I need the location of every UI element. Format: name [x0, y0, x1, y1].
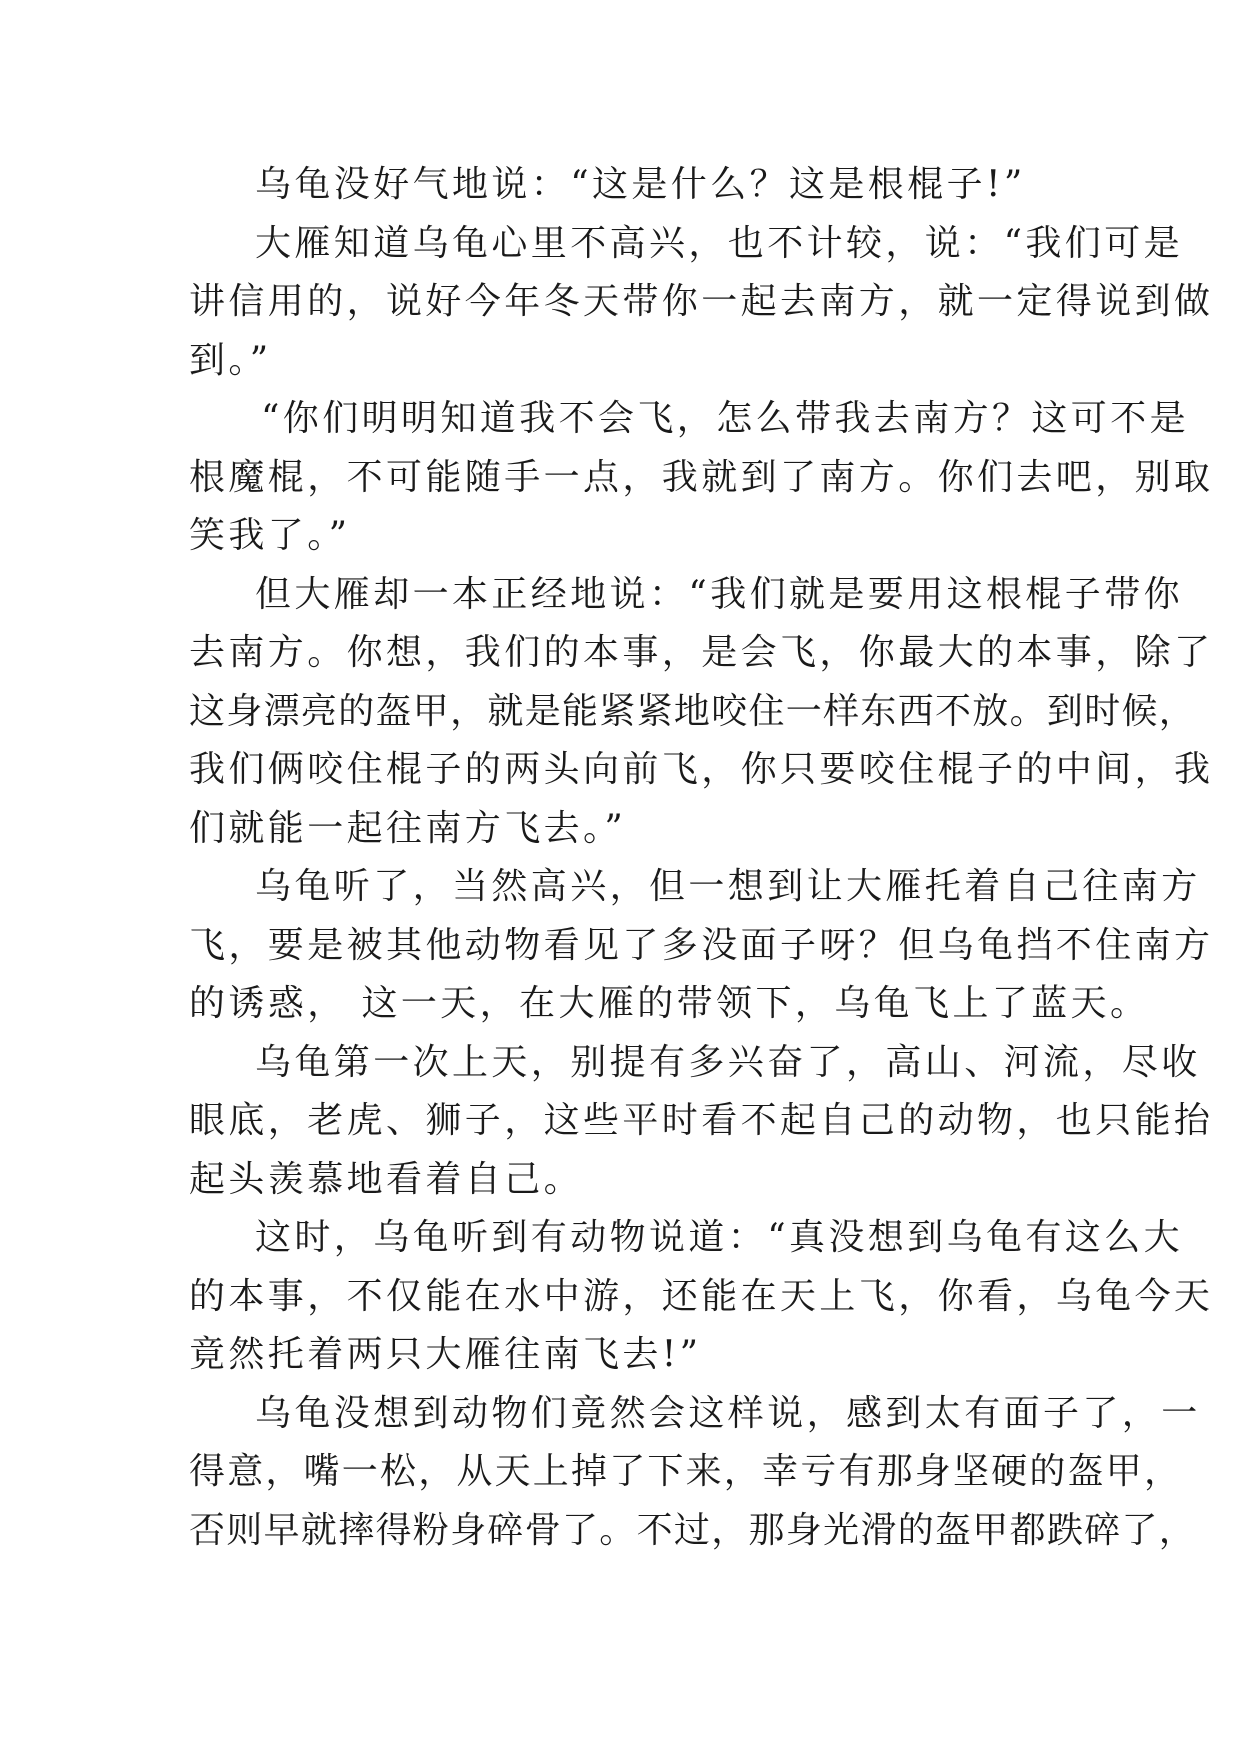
text-line: 乌龟第一次上天，别提有多兴奋了，高山、河流，尽收	[255, 1041, 1201, 1083]
text-line: 到。”	[189, 339, 272, 381]
text-line: 我们俩咬住棍子的两头向前飞，你只要咬住棍子的中间，我	[189, 749, 1214, 790]
text-line: 得意，嘴一松，从天上掉了下来，幸亏有那身坚硬的盔甲，	[189, 1451, 1183, 1492]
text-line: 乌龟没想到动物们竟然会这样说，感到太有面子了，一	[255, 1392, 1201, 1434]
text-line: “你们明明知道我不会飞，怎么带我去南方？这可不是	[261, 398, 1190, 439]
text-line: 飞，要是被其他动物看见了多没面子呀？但乌龟挡不住南方	[189, 924, 1214, 966]
text-line: 乌龟听了，当然高兴，但一想到让大雁托着自己往南方	[255, 866, 1201, 907]
text-line: 这时，乌龟听到有动物说道：“真没想到乌龟有这么大	[255, 1217, 1184, 1258]
text-line: 竟然托着两只大雁往南飞去!”	[189, 1334, 702, 1375]
text-line: 的诱惑， 这一天，在大雁的带领下，乌龟飞上了蓝天。	[189, 983, 1150, 1024]
text-line: 的本事，不仅能在水中游，还能在天上飞，你看，乌龟今天	[189, 1275, 1214, 1317]
story-text	[189, 156, 1214, 1560]
text-line: 这身漂亮的盔甲，就是能紧紧地咬住一样东西不放。到时候，	[189, 690, 1197, 732]
text-line: 讲信用的，说好今年冬天带你一起去南方，就一定得说到做	[189, 281, 1214, 322]
text-line: 但大雁却一本正经地说：“我们就是要用这根棍子带你	[255, 573, 1184, 615]
text-line: 笑我了。”	[189, 515, 351, 556]
text-line: 们就能一起往南方飞去。”	[189, 807, 627, 849]
text-line: 否则早就摔得粉身碎骨了。不过，那身光滑的盔甲都跌碎了，	[189, 1509, 1197, 1551]
text-line: 大雁知道乌龟心里不高兴，也不计较，说：“我们可是	[255, 222, 1184, 264]
text-line: 眼底，老虎、狮子，这些平时看不起自己的动物，也只能抬	[189, 1100, 1214, 1141]
text-line: 去南方。你想，我们的本事，是会飞，你最大的本事，除了	[189, 632, 1214, 673]
text-line: 乌龟没好气地说：“这是什么？这是根棍子!”	[255, 164, 1026, 205]
text-line: 起头羡慕地看着自己。	[189, 1158, 584, 1200]
text-line: 根魔棍，不可能随手一点，我就到了南方。你们去吧，别取	[189, 456, 1214, 498]
